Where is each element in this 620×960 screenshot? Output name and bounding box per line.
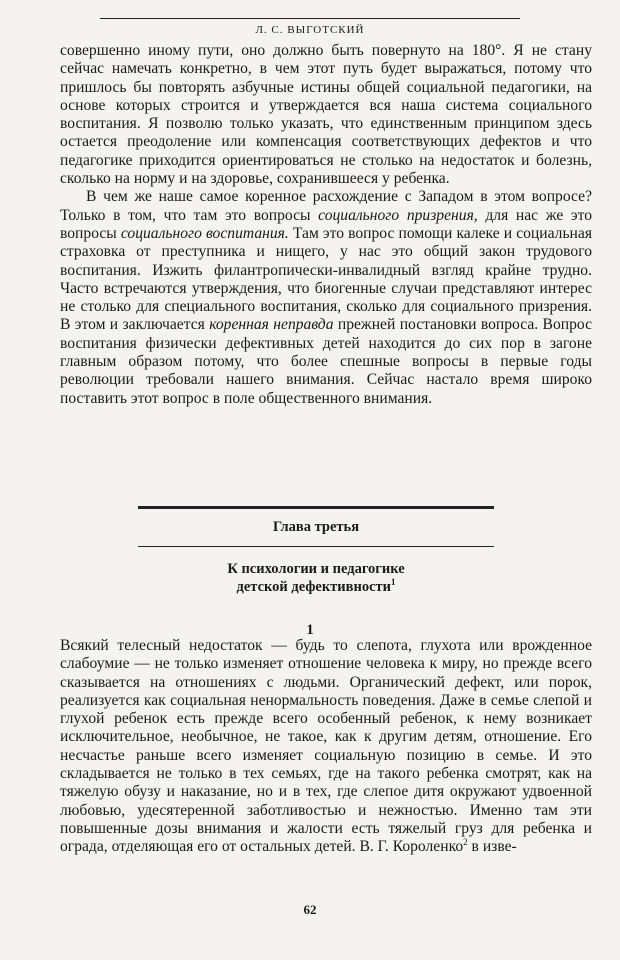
footnote-marker[interactable]: 1 bbox=[391, 577, 396, 588]
footnote-marker[interactable]: 2 bbox=[463, 837, 468, 848]
text-run: в изве- bbox=[467, 838, 517, 856]
chapter-title bbox=[138, 560, 494, 596]
italic-phrase: социального воспитания. bbox=[120, 224, 289, 242]
paragraph-section-1 bbox=[60, 637, 592, 857]
header-rule bbox=[100, 18, 520, 19]
chapter-title-line: К психологии и педагогике bbox=[227, 561, 405, 577]
text-run: В чем же наше самое коренное расхождение с Западом в этом вопросе? Только в том, что там это вопросы bbox=[60, 188, 592, 224]
section-number: 1 bbox=[306, 622, 314, 638]
text-run: Всякий телесный недостаток — будь то слепота, глухота или врожденное слабоумие — не только изменяет отношение человека к миру, но прежде всего сказывается на отношениях с людьми. Органический дефект, или порок, реализуется как социальная ненормальность поведения. Даже в семье слепой и глухой ребенок есть прежде всего особенный ребенок, к нему возникает исключительное, необычное, не такое, как к другим детям, отношение. Его несчастье раньше всего изменяет социальную позицию в семье. И это складывается не только в тех семьях, где на такого ребенка смотрят, как на тяжелую обузу и наказание, но и в тех, где слепое дитя окружают удвоенной любовью, удесятеренной заботливостью и нежностью. Именно там эти повышенные дозы внимания и жалости есть тяжелый груз для ребенка и ограда, отделяющая его от остальных детей. В. Г. Короленко bbox=[60, 637, 592, 856]
chapter-title-text: детской дефективности bbox=[236, 579, 391, 595]
chapter-rule-top bbox=[138, 506, 494, 509]
chapter-rule-bottom bbox=[138, 546, 494, 547]
text-run: Там это вопрос помощи калеке и социальная страховка от преступника и нищего, у нас это общий закон трудового воспитания. Изжить филантропически-инвалидный взгляд крайне трудно. Часто встречаются утверждения, что биогенные случаи представляют интерес не столько для специального воспитания, сколько для социального призрения. В этом и заключается bbox=[60, 224, 592, 334]
continued-text bbox=[60, 42, 592, 408]
page-number: 62 bbox=[303, 902, 317, 917]
text-run: для нас же это вопросы bbox=[60, 206, 592, 242]
italic-phrase: коренная неправда bbox=[209, 316, 334, 334]
italic-phrase: социального призрения, bbox=[318, 206, 478, 224]
running-head: Л. С. ВЫГОТСКИЙ bbox=[255, 24, 365, 36]
paragraph-west-comparison bbox=[60, 188, 592, 408]
section-text bbox=[60, 637, 592, 857]
paragraph-continued: совершенно иному пути, оно должно быть повернуто на 180°. Я не стану сейчас намечать конкретно, в чем этот путь будет выражаться, потому что пришлось бы повторять азбучные истины общей социальной педагогики, на основе которых строится и утверждается вся наша система социального воспитания. Я позволю только указать, что единственным принципом здесь остается преодоление или компенсация соответствующих дефектов и что педагогике приходится ориентироваться не столько на недостаток и болезнь, сколько на норму и на здоровье, сохранившееся у ребенка. bbox=[60, 42, 592, 188]
chapter-label: Глава третья bbox=[272, 519, 360, 535]
text-run: прежней постановки вопроса. Вопрос воспитания физически дефективных детей находится до сих пор в загоне главным образом потому, что более спешные вопросы в первые годы революции требовали нашего внимания. Сейчас настало время широко поставить этот вопрос в поле общественного внимания. bbox=[60, 316, 592, 407]
chapter-title-line bbox=[138, 578, 494, 596]
